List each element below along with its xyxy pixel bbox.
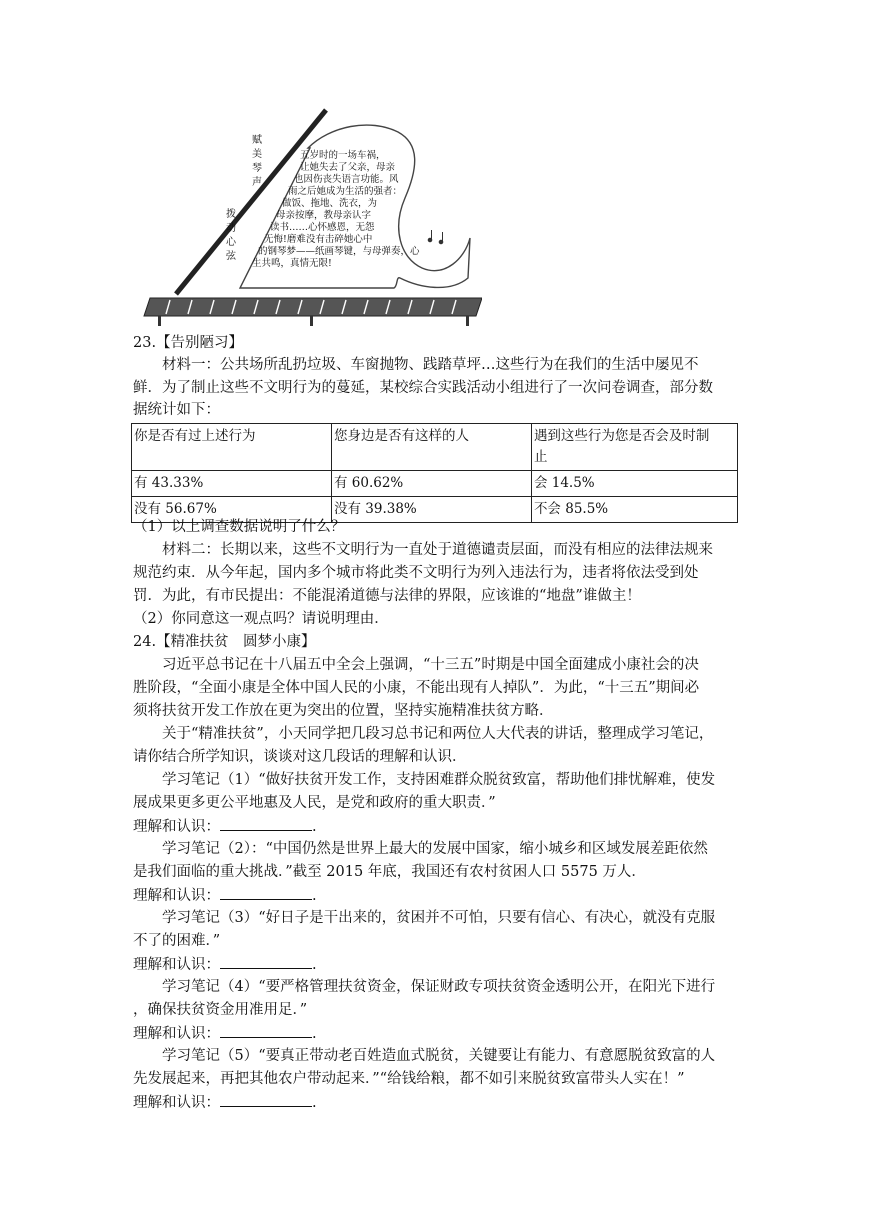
table-header-line: 止 [533,449,548,465]
table-header-cell [531,424,737,471]
q24-heading: 24.【精准扶贫 圆梦小康】 [133,634,316,650]
answer-period: . [312,888,317,904]
bubble-line: 母亲按摩，教母亲认字 [276,210,372,221]
table-cell: 会 14.5% [531,471,737,497]
answer-label: 理解和认识： [133,1026,220,1042]
answer-line [133,816,317,837]
q23-heading: 23.【告别陋习】 [133,335,244,351]
survey-table [131,423,738,523]
table-header-line: 遇到这些行为您是否会及时制 [533,428,710,444]
q23-material1-line: 据统计如下： [133,402,220,418]
answer-period: . [312,957,317,973]
q24-paragraph-line: 关于“精准扶贫”，小天同学把几段习总书记和两位人大代表的讲话，整理成学习笔记， [162,726,714,742]
study-note-2: 是我们面临的重大挑战．”截至 2015 年底，我国还有农村贫困人口 5575 万人． [133,864,646,880]
answer-blank[interactable] [220,1023,312,1038]
answer-label: 理解和认识： [133,888,220,904]
bubble-line: 也因伤丧失语言功能。风 [294,174,399,185]
q24-paragraph-line: 须将扶贫开发工作放在更为突出的位置，坚持实施精准扶贫方略． [133,703,554,719]
answer-period: . [312,1095,317,1111]
q24-paragraph-line: 习近平总书记在十八届五中全会上强调，“十三五”时期是中国全面建成小康社会的决 [162,657,699,673]
table-cell: 有 60.62% [331,471,531,497]
table-header-cell: 你是否有过上述行为 [132,424,332,471]
q23-subquestion-2: （2）你同意这一观点吗？请说明理由． [133,611,389,627]
bubble-line: 让她失去了父亲，母亲 [300,162,396,173]
answer-line [133,885,317,906]
table-cell: 没有 56.67% [132,497,332,523]
answer-label: 理解和认识： [133,957,220,973]
answer-line [133,954,317,975]
table-cell: 不会 85.5% [531,497,737,523]
figure-subtitle-vertical: 拨 动 心 弦 [226,209,238,262]
study-note-5: 学习笔记（5）“要真正带动老百姓造血式脱贫，关键要让有能力、有意愿脱贫致富的人 [162,1048,716,1064]
answer-label: 理解和认识： [133,1095,220,1111]
answer-period: . [312,1026,317,1042]
bubble-line: 无悔!磨难没有击碎她心中 [264,234,373,245]
study-note-4: ，确保扶贫资金用准用足．” [133,1002,308,1018]
bubble-line: 生共鸣，真情无限! [252,258,332,269]
q23-material1-line: 材料一：公共场所乱扔垃圾、车窗抛物、践踏草坪…这些行为在我们的生活中屡见不 [162,357,699,373]
study-note-2: 学习笔记（2）：“中国仍然是世界上最大的发展中国家，缩小城乡和区域发展差距依然 [162,841,708,857]
answer-blank[interactable] [220,816,312,831]
table-cell: 有 43.33% [132,471,332,497]
answer-label: 理解和认识： [133,819,220,835]
bubble-line: 五岁时的一场车祸， [300,150,386,161]
q24-paragraph-line: 请你结合所学知识，谈谈对这几段话的理解和认识． [133,749,467,765]
answer-blank[interactable] [220,885,312,900]
q23-material2-line: 罚．为此，有市民提出：不能混淆道德与法律的界限，应该谁的“地盘”谁做主！ [133,588,641,604]
study-note-1: 展成果更多更公平地惠及人民，是党和政府的重大职责．” [133,795,496,811]
q24-paragraph-line: 胜阶段，“全面小康是全体中国人民的小康，不能出现有人掉队”．为此，“十三五”期间必 [133,680,700,696]
bubble-line: 的钢琴梦——纸画琴键，与母弹奏，心 [258,246,420,257]
q23-material2-line: 材料二：长期以来，这些不文明行为一直处于道德谴责层面，而没有相应的法律法规来 [162,542,713,558]
q23-material2-line: 规范约束．从今年起，国内多个城市将此类不文明行为列入违法行为，违者将依法受到处 [133,565,699,581]
study-note-3: 学习笔记（3）“好日子是干出来的，贫困并不可怕，只要有信心、有决心，就没有克服 [162,910,716,926]
answer-line [133,1092,317,1113]
q23-material1-line: 鲜．为了制止这些不文明行为的蔓延，某校综合实践活动小组进行了一次问卷调查，部分数 [133,380,713,396]
table-row [132,471,738,497]
study-note-3: 不了的困难．” [133,933,221,949]
answer-blank[interactable] [220,1092,312,1107]
bubble-line: 雨之后她成为生活的强者： [288,186,403,197]
study-note-4: 学习笔记（4）“要严格管理扶贫资金，保证财政专项扶贫资金透明公开，在阳光下进行 [162,979,716,995]
study-note-1: 学习笔记（1）“做好扶贫开发工作，支持困难群众脱贫致富，帮助他们排忧解难，使发 [162,772,716,788]
answer-line [133,1023,317,1044]
table-cell: 没有 39.38% [331,497,531,523]
bubble-line: 做饭、拖地、洗衣，为 [282,198,378,209]
figure-title-vertical: 赋 美 琴 声 [252,135,264,188]
q23-subquestion-1: （1）以上调查数据说明了什么？ [133,519,346,535]
answer-period: . [312,819,317,835]
bubble-line: 读书……心怀感恩，无怨 [270,222,375,233]
answer-blank[interactable] [220,954,312,969]
table-header-cell: 您身边是否有这样的人 [331,424,531,471]
study-note-5: 先发展起来，再把其他农户带动起来．”“给钱给粮，都不如引来脱贫致富带头人实在！” [133,1071,685,1087]
table-row [132,424,738,471]
